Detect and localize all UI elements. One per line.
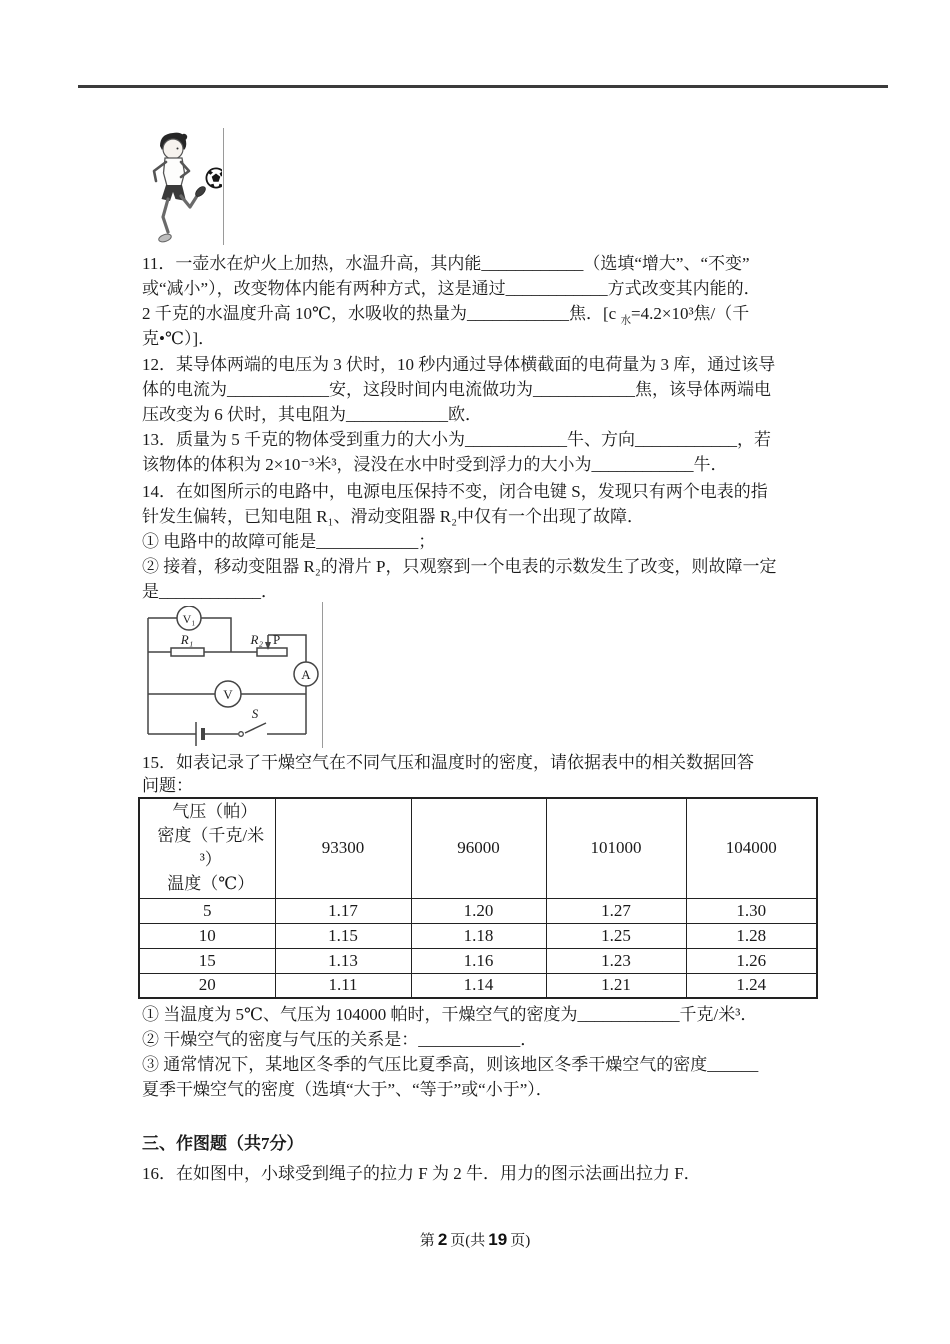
switch-pivot: [239, 732, 244, 737]
density-cell: 1.11: [275, 973, 411, 998]
pressure-header-cell: 101000: [546, 798, 686, 898]
temp-cell: 15: [139, 948, 275, 973]
q12-line-1: 12．某导体两端的电压为 3 伏时，10 秒内通过导体横截面的电荷量为 3 库，通过该导: [142, 355, 776, 374]
q11-line-1: 11．一壶水在炉火上加热，水温升高，其内能____________（选填“增大”、“不变”: [142, 254, 750, 273]
q11-water-subscript: 水: [620, 315, 632, 327]
q11-line-3: [142, 301, 854, 326]
question-15-subquestions: [142, 1002, 854, 1102]
voltmeter-v-label: V: [223, 687, 233, 702]
density-cell: 1.24: [686, 973, 817, 998]
q14-line-4: ② 接着，移动变阻器 R₂的滑片 P，只观察到一个电表的示数发生了改变，则故障一定: [142, 557, 777, 576]
header-rule: [78, 85, 888, 88]
pressure-header-cell: 104000: [686, 798, 817, 898]
question-12: [142, 352, 854, 427]
question-16: [142, 1161, 854, 1186]
table-corner-cell: [139, 798, 275, 898]
q11-line-3-post: =4.2×10³焦/（千: [631, 304, 750, 323]
section-3-heading: 三、作图题（共7分）: [142, 1134, 304, 1153]
density-cell: 1.18: [411, 923, 546, 948]
corner-line-temperature: 温度（℃）: [167, 874, 255, 894]
q14-line-5: 是____________．: [142, 582, 278, 601]
q11-line-2: 或“减小”），改变物体内能有两种方式，这是通过____________方式改变其内能的．: [142, 279, 761, 298]
temp-cell: 10: [139, 923, 275, 948]
density-cell: 1.15: [275, 923, 411, 948]
page-footer: [0, 1229, 950, 1250]
density-cell: 1.21: [546, 973, 686, 998]
question-13: [142, 427, 854, 477]
footer-page-number: 2: [437, 1230, 448, 1249]
resistor-r1-label: R₁: [180, 632, 194, 647]
q15-sub-3-line-1: ③ 通常情况下，某地区冬季的气压比夏季高，则该地区冬季干燥空气的密度______: [142, 1055, 759, 1074]
q14-line-1: 14．在如图所示的电路中，电源电压保持不变，闭合电键 S，发现只有两个电表的指: [142, 482, 768, 501]
circuit-diagram-figure: [145, 606, 325, 748]
density-cell: 1.26: [686, 948, 817, 973]
density-cell: 1.14: [411, 973, 546, 998]
density-cell: 1.17: [275, 898, 411, 923]
table-row: [139, 948, 817, 973]
table-row: [139, 898, 817, 923]
rheostat-r2-label: R₂: [250, 632, 263, 647]
q12-line-2: 体的电流为____________安，这段时间内电流做功为____________焦，该导体两端电: [142, 380, 771, 399]
q13-line-2: 该物体的体积为 2×10⁻³米³，浸没在水中时受到浮力的大小为____________牛．: [142, 455, 728, 474]
density-cell: 1.30: [686, 898, 817, 923]
voltmeter-v1-label: V₁: [182, 612, 196, 626]
q11-line-4: 克•℃）]．: [142, 329, 216, 348]
temp-cell: 5: [139, 898, 275, 923]
circuit-diagram: [145, 606, 325, 748]
boy-kicking-ball-illustration: [140, 128, 222, 245]
density-cell: 1.27: [546, 898, 686, 923]
q13-line-1: 13．质量为 5 千克的物体受到重力的大小为____________牛、方向____________，若: [142, 430, 771, 449]
air-density-table: [138, 797, 818, 999]
pressure-header-cell: 96000: [411, 798, 546, 898]
footer-total-pages: 19: [488, 1230, 508, 1249]
q15-line-1: 15．如表记录了干燥空气在不同气压和温度时的密度，请依据表中的相关数据回答: [142, 753, 754, 772]
density-cell: 1.28: [686, 923, 817, 948]
question-11: [142, 251, 854, 351]
q11-line-3-pre: 2 千克的水温度升高 10℃，水吸收的热量为____________焦．[c: [142, 304, 621, 323]
q15-sub-3-line-2: 夏季干燥空气的密度（选填“大于”、“等于”或“小于”）．: [142, 1080, 553, 1099]
footer-suffix: 页): [510, 1233, 531, 1249]
q15-sub-2: ② 干燥空气的密度与气压的关系是：____________．: [142, 1030, 538, 1049]
table-header-row: [139, 798, 817, 898]
table-row: [139, 973, 817, 998]
footer-middle: 页(共: [450, 1233, 486, 1249]
question-14: [142, 479, 854, 604]
density-cell: 1.13: [275, 948, 411, 973]
boy-kicking-ball-figure: [140, 128, 224, 245]
footer-prefix: 第: [419, 1233, 435, 1249]
density-cell: 1.20: [411, 898, 546, 923]
figure-edge-line: [322, 602, 323, 748]
corner-line-pressure: 气压（帕）: [172, 802, 258, 822]
table-row: [139, 923, 817, 948]
q12-line-3: 压改变为 6 伏时，其电阻为____________欧．: [142, 405, 482, 424]
density-cell: 1.16: [411, 948, 546, 973]
q16-line-1: 16．在如图中，小球受到绳子的拉力 F 为 2 牛．用力的图示法画出拉力 F．: [142, 1164, 701, 1183]
q15-line-2: 问题：: [142, 776, 193, 795]
slider-p-label: P: [273, 632, 281, 647]
density-cell: 1.25: [546, 923, 686, 948]
corner-line-density: 密度（千克/米: [157, 826, 265, 846]
q15-sub-1: ① 当温度为 5℃、气压为 104000 帕时，干燥空气的密度为____________千克/米³．: [142, 1005, 758, 1024]
question-15: [142, 751, 854, 797]
q14-line-2: 针发生偏转，已知电阻 R₁、滑动变阻器 R₂中仅有一个出现了故障．: [142, 507, 645, 526]
corner-line-density-wrap: ³）: [199, 850, 222, 870]
density-cell: 1.23: [546, 948, 686, 973]
pressure-header-cell: 93300: [275, 798, 411, 898]
switch-s-label: S: [251, 706, 259, 721]
q14-line-3: ① 电路中的故障可能是____________；: [142, 532, 436, 551]
temp-cell: 20: [139, 973, 275, 998]
ammeter-label: A: [301, 667, 311, 682]
